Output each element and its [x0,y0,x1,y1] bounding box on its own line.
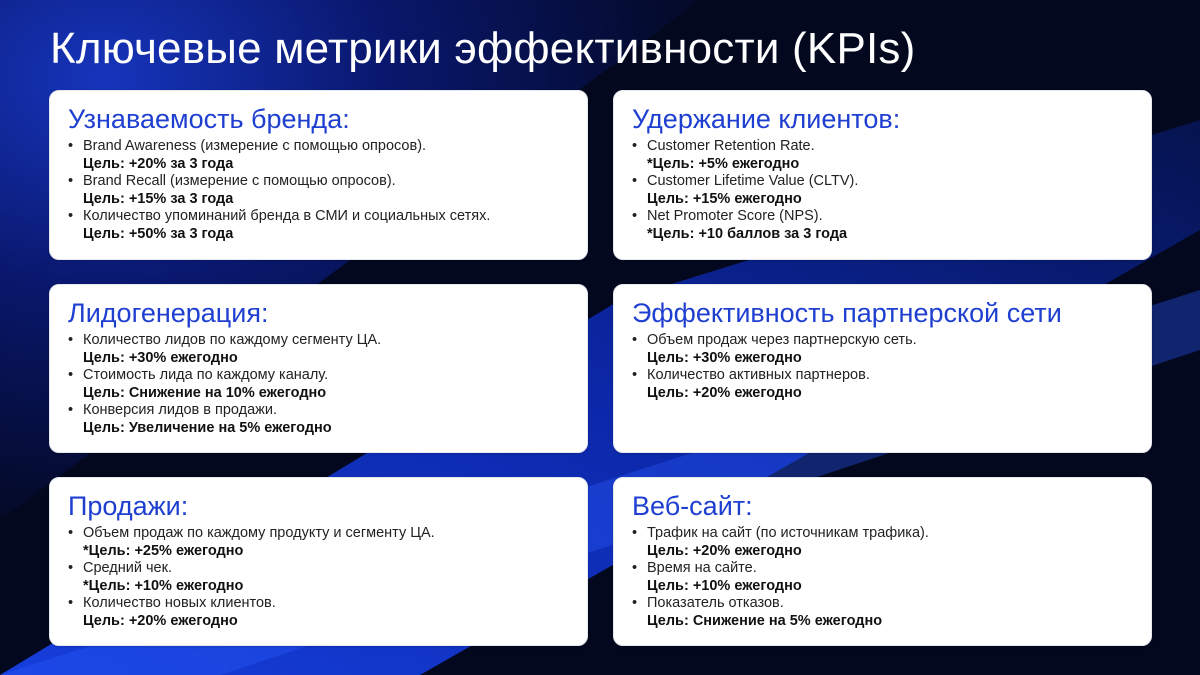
bullet-icon: • [68,208,74,224]
card-website [613,477,1152,646]
kpi-goal: *Цель: +5% ежегодно [647,155,800,172]
bullet-icon: • [632,525,638,541]
card-title: Удержание клиентов: [632,104,901,134]
kpi-goal: Цель: +20% за 3 года [83,155,234,172]
kpi-goal: *Цель: +10 баллов за 3 года [647,225,848,242]
kpi-goal: Цель: +20% ежегодно [647,542,802,559]
kpi-label: Количество новых клиентов. [83,595,276,611]
kpi-label: Конверсия лидов в продажи. [83,402,277,418]
kpi-goal: Цель: +10% ежегодно [647,577,802,594]
kpi-goal: Цель: +15% ежегодно [647,190,802,207]
card-title: Эффективность партнерской сети [632,298,1062,328]
bullet-icon: • [68,138,74,154]
kpi-label: Средний чек. [83,560,172,576]
card-brand-awareness [49,90,588,260]
kpi-goal: Цель: +30% ежегодно [647,349,802,366]
kpi-goal: Цель: Снижение на 5% ежегодно [647,612,883,629]
list-item [632,560,1133,595]
card-title: Лидогенерация: [68,298,269,328]
list-item [632,595,1133,630]
card-lead-generation [49,284,588,453]
bullet-icon: • [68,332,74,348]
bullet-icon: • [68,595,74,611]
bullet-icon: • [68,402,74,418]
page-title: Ключевые метрики эффективности (KPIs) [50,24,916,73]
card-title: Продажи: [68,491,189,521]
list-item [632,367,1133,402]
kpi-label: Количество лидов по каждому сегменту ЦА. [83,332,382,348]
kpi-goal: Цель: +15% за 3 года [83,190,234,207]
list-item [68,208,569,243]
list-item [632,138,1133,173]
kpi-label: Объем продаж через партнерскую сеть. [647,332,917,348]
bullet-icon: • [632,332,638,348]
kpi-goal: *Цель: +10% ежегодно [83,577,244,594]
kpi-goal: Цель: +30% ежегодно [83,349,238,366]
bullet-icon: • [632,367,638,383]
list-item [68,595,569,630]
list-item [632,332,1133,367]
kpi-goal: Цель: +20% ежегодно [83,612,238,629]
kpi-goal: Цель: +50% за 3 года [83,225,234,242]
bullet-icon: • [68,525,74,541]
kpi-goal: Цель: +20% ежегодно [647,384,802,401]
kpi-list [632,525,1133,630]
kpi-list [68,332,569,437]
kpi-label: Brand Recall (измерение с помощью опросов). [83,173,396,189]
kpi-list [68,525,569,630]
bullet-icon: • [632,173,638,189]
card-title: Узнаваемость бренда: [68,104,350,134]
kpi-list [68,138,569,243]
bullet-icon: • [632,138,638,154]
kpi-label: Объем продаж по каждому продукту и сегменту ЦА. [83,525,435,541]
kpi-goal: Цель: Увеличение на 5% ежегодно [83,419,332,436]
kpi-label: Customer Retention Rate. [647,138,815,154]
list-item [68,367,569,402]
list-item [632,173,1133,208]
kpi-label: Время на сайте. [647,560,757,576]
bullet-icon: • [68,367,74,383]
kpi-label: Net Promoter Score (NPS). [647,208,823,224]
card-title: Веб-сайт: [632,491,753,521]
kpi-goal: Цель: Снижение на 10% ежегодно [83,384,327,401]
bullet-icon: • [68,560,74,576]
kpi-label: Количество активных партнеров. [647,367,870,383]
kpi-label: Brand Awareness (измерение с помощью опросов). [83,138,427,154]
bullet-icon: • [632,595,638,611]
list-item [68,402,569,437]
bullet-icon: • [632,208,638,224]
bullet-icon: • [68,173,74,189]
bullet-icon: • [632,560,638,576]
kpi-list [632,138,1133,243]
kpi-goal: *Цель: +25% ежегодно [83,542,244,559]
kpi-label: Customer Lifetime Value (CLTV). [647,173,859,189]
list-item [632,208,1133,243]
kpi-label: Количество упоминаний бренда в СМИ и социальных сетях. [83,208,491,224]
list-item [632,525,1133,560]
list-item [68,525,569,560]
card-sales [49,477,588,646]
list-item [68,173,569,208]
card-customer-retention [613,90,1152,260]
kpi-label: Показатель отказов. [647,595,784,611]
kpi-label: Стоимость лида по каждому каналу. [83,367,329,383]
kpi-list [632,332,1133,402]
kpi-label: Трафик на сайт (по источникам трафика). [647,525,929,541]
list-item [68,138,569,173]
card-partner-network [613,284,1152,453]
list-item [68,332,569,367]
list-item [68,560,569,595]
